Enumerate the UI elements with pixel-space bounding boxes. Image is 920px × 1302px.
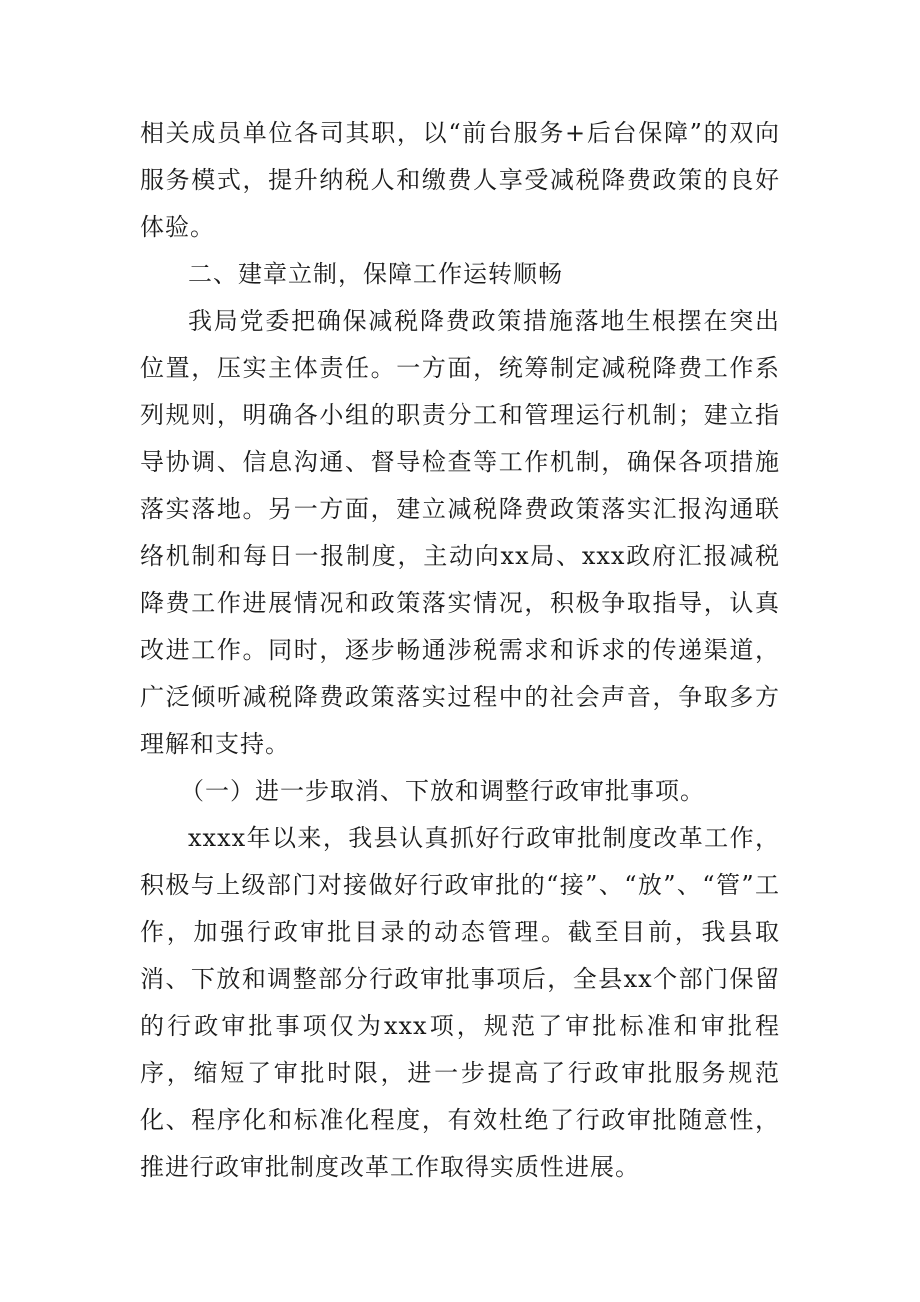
paragraph-continuation: 相关成员单位各司其职，以“前台服务+后台保障”的双向服务模式，提升纳税人和缴费人享受减税降费政策的良好体验。 <box>140 119 780 241</box>
paragraph-subsection-1-body: xxxx年以来，我县认真抓好行政审批制度改革工作，积极与上级部门对接做好行政审批的“接”、“放”、“管”工作，加强行政审批目录的动态管理。截至目前，我县取消、下放和调整部分行政审批事项后，全县xx个部门保留的行政审批事项仅为xxx项，规范了审批标准和审批程序，缩短了审批时限，进一步提高了行政审批服务规范化、程序化和标准化程度，有效杜绝了行政审批随意性，推进行政审批制度改革工作取得实质性进展。 <box>140 824 780 1181</box>
paragraph-section-2-body: 我局党委把确保减税降费政策措施落地生根摆在突出位置，压实主体责任。一方面，统筹制定减税降费工作系列规则，明确各小组的职责分工和管理运行机制；建立指导协调、信息沟通、督导检查等工作机制，确保各项措施落实落地。另一方面，建立减税降费政策落实汇报沟通联络机制和每日一报制度，主动向xx局、xxx政府汇报减税降费工作进展情况和政策落实情况，积极争取指导，认真改进工作。同时，逐步畅通涉税需求和诉求的传递渠道，广泛倾听减税降费政策落实过程中的社会声音，争取多方理解和支持。 <box>140 307 780 758</box>
document-page <box>140 110 780 1191</box>
section-heading-2: 二、建章立制，保障工作运转顺畅 <box>188 260 563 288</box>
subsection-heading-1: （一）进一步取消、下放和调整行政审批事项。 <box>180 777 705 805</box>
